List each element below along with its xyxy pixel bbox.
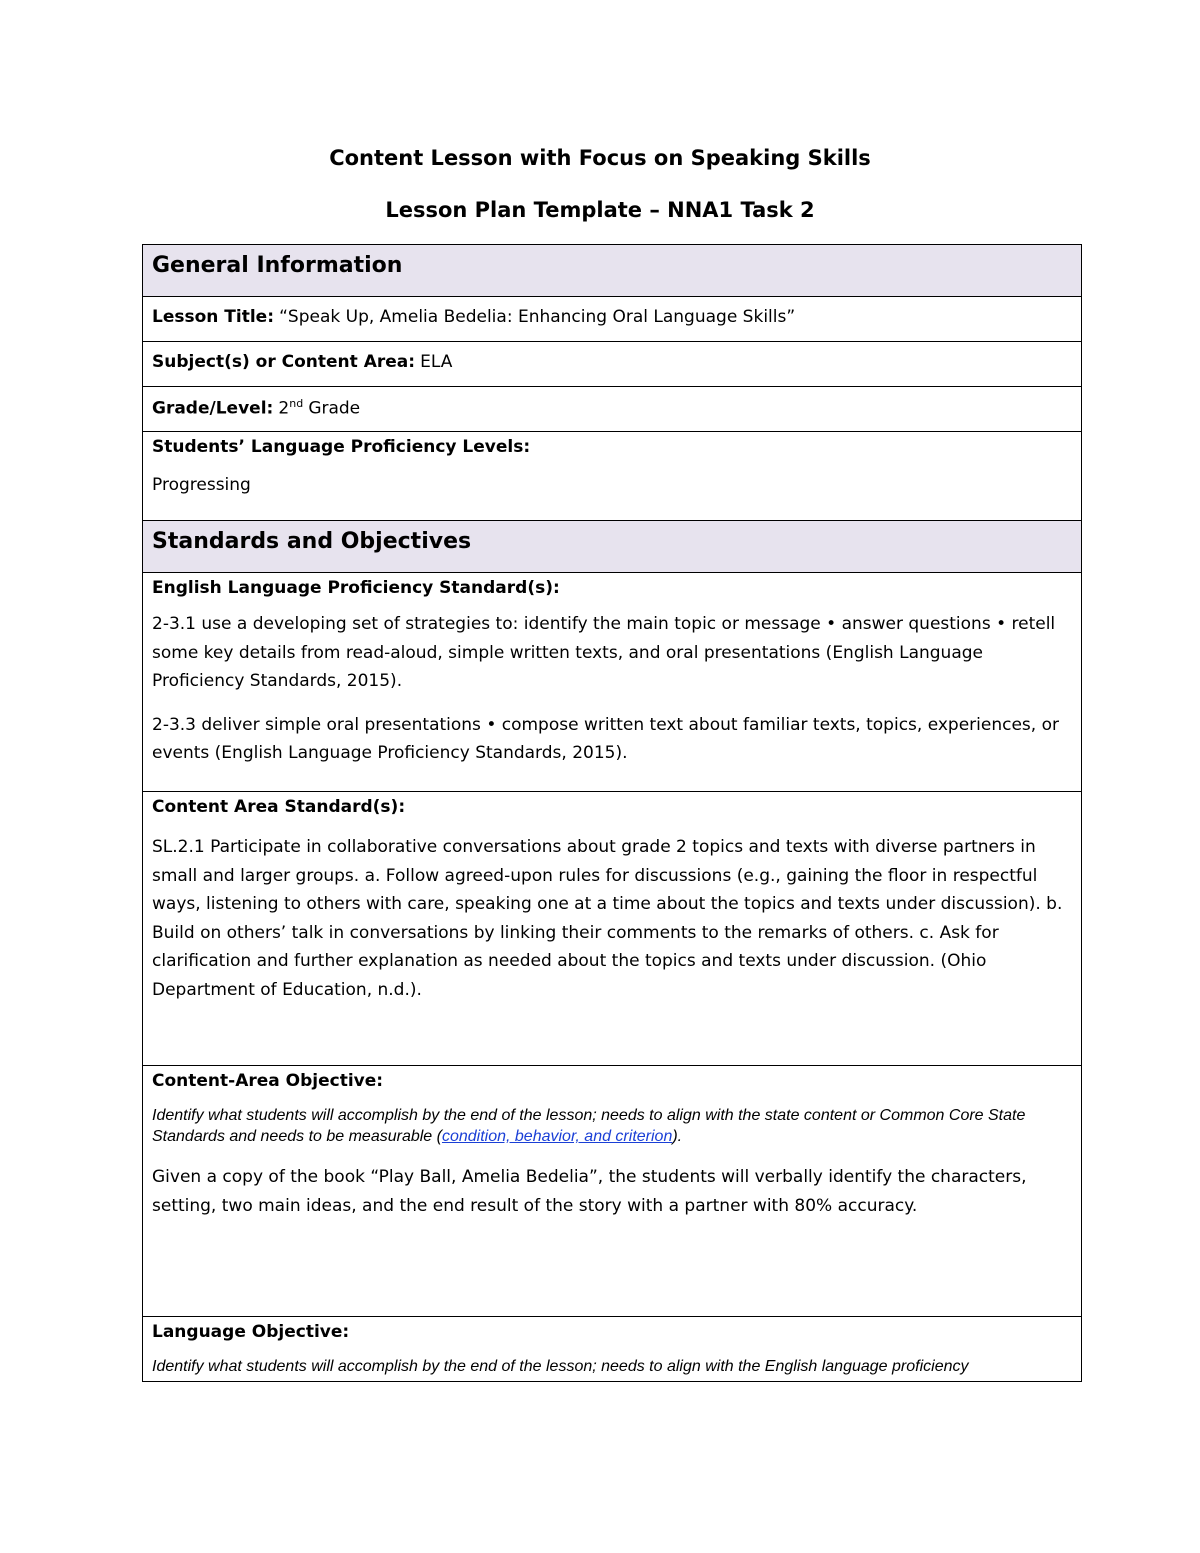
content-standards-row xyxy=(143,792,1082,1066)
content-standards-label: Content Area Standard(s): xyxy=(152,797,406,817)
condition-behavior-criterion-link[interactable]: condition, behavior, and criterion xyxy=(441,1128,673,1145)
grade-label: Grade/Level: xyxy=(152,398,274,419)
proficiency-label: Students’ Language Proficiency Levels: xyxy=(152,437,531,457)
lesson-title-value: “Speak Up, Amelia Bedelia: Enhancing Oral Language Skills” xyxy=(279,307,796,327)
content-objective-text: Given a copy of the book “Play Ball, Amelia Bedelia”, the students will verbally identify the characters, setting, two main ideas, and the end result of the story with a partner with 80% accuracy. xyxy=(152,1167,1027,1216)
language-objective-row xyxy=(143,1317,1082,1382)
standards-heading: Standards and Objectives xyxy=(152,529,472,554)
standards-header-row xyxy=(143,521,1082,573)
document-subtitle: Lesson Plan Template – NNA1 Task 2 xyxy=(385,198,815,222)
elp-standard-1: 2-3.1 use a developing set of strategies to: identify the main topic or message • answer questions • retell some key details from read-aloud, simple written texts, and oral presentations (English Language Proficiency Standards, 2015). xyxy=(152,614,1056,691)
document-title: Content Lesson with Focus on Speaking Skills xyxy=(329,146,871,170)
language-objective-instructions: Identify what students will accomplish by the end of the lesson; needs to align with the English language proficiency xyxy=(152,1358,969,1375)
subject-value: ELA xyxy=(420,352,453,372)
content-standard-text: SL.2.1 Participate in collaborative conversations about grade 2 topics and texts with diverse partners in small and larger groups. a. Follow agreed-upon rules for discussions (e.g., gaining the floor in respectful ways, listening to others with care, speaking one at a time about the topics and texts under discussion). b. Build on others’ talk in conversations by linking their comments to the remarks of others. c. Ask for clarification and further explanation as needed about the topics and texts under discussion. (Ohio Department of Education, n.d.). xyxy=(152,837,1063,1000)
general-info-header-row xyxy=(143,245,1082,297)
proficiency-value: Progressing xyxy=(152,475,251,495)
grade-row xyxy=(143,387,1082,432)
lesson-title-label: Lesson Title: xyxy=(152,307,275,327)
elp-standards-row xyxy=(143,573,1082,792)
content-objective-instructions xyxy=(152,1105,1072,1147)
lesson-title-row xyxy=(143,297,1082,342)
language-objective-label: Language Objective: xyxy=(152,1322,350,1342)
content-objective-label: Content-Area Objective: xyxy=(152,1071,384,1091)
subject-row xyxy=(143,342,1082,387)
content-objective-instructions-end: ). xyxy=(672,1128,683,1145)
general-info-heading: General Information xyxy=(152,253,403,278)
elp-standard-2: 2-3.3 deliver simple oral presentations • compose written text about familiar texts, topics, experiences, or events (English Language Proficiency Standards, 2015). xyxy=(152,714,1059,763)
lesson-plan-table xyxy=(142,244,1082,1382)
grade-word: Grade xyxy=(308,398,361,419)
proficiency-row xyxy=(143,432,1082,521)
grade-number: 2 xyxy=(278,398,290,419)
subject-label: Subject(s) or Content Area: xyxy=(152,352,416,372)
content-objective-row xyxy=(143,1066,1082,1317)
grade-ordinal-suffix: nd xyxy=(289,397,304,410)
elp-standards-label: English Language Proficiency Standard(s): xyxy=(152,578,560,598)
content-objective-instructions-text: Identify what students will accomplish by the end of the lesson; needs to align with the state content or Common Core State Standards and needs to be measurable ( xyxy=(152,1107,1026,1145)
